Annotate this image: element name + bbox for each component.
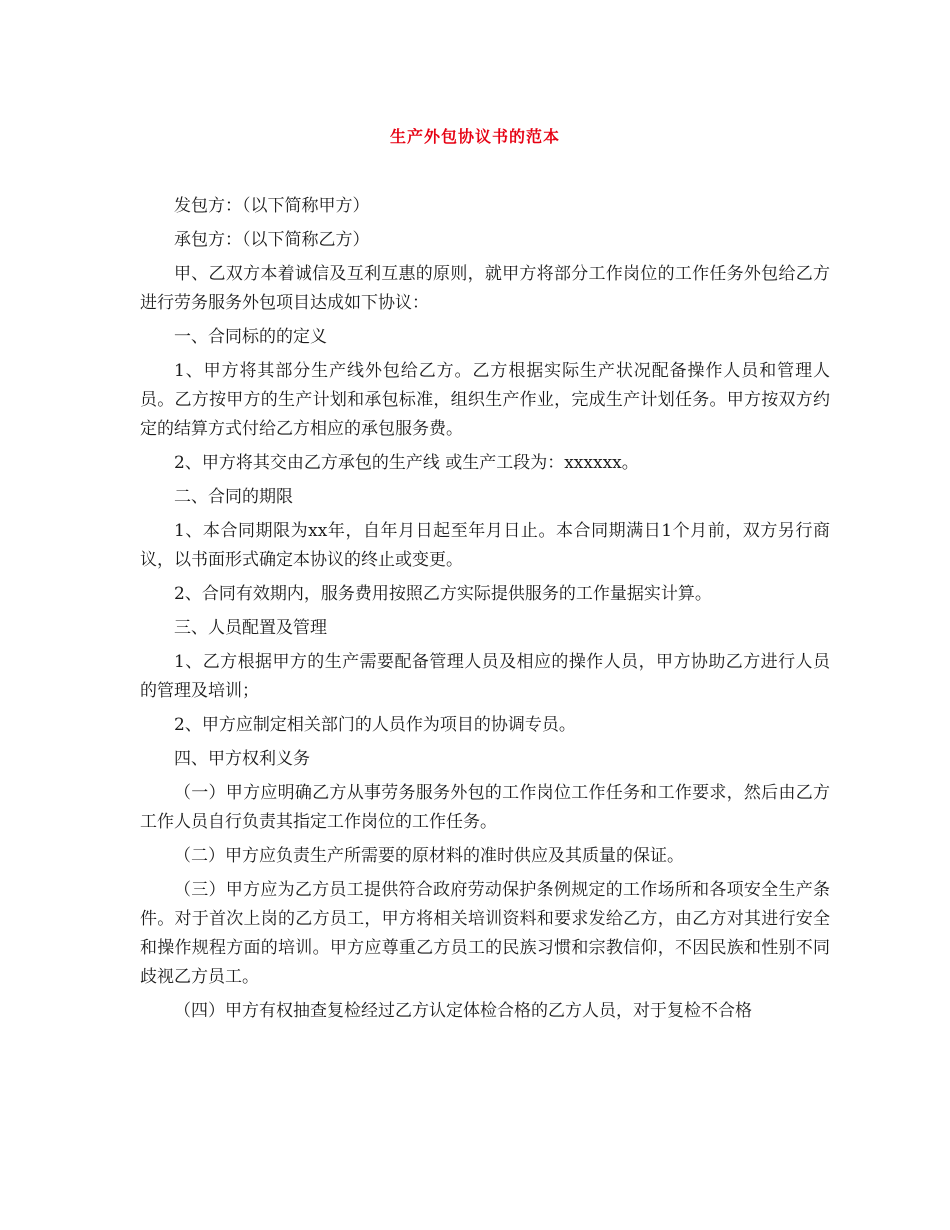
paragraph-clause: 2、甲方将其交由乙方承包的生产线 或生产工段为：xxxxxx。 xyxy=(174,453,639,473)
paragraph-preamble: 甲、乙双方本着诚信及互利互惠的原则，就甲方将部分工作岗位的工作任务外包给乙方进行劳务服务外包项目达成如下协议： xyxy=(140,264,830,313)
section-heading-4: 四、甲方权利义务 xyxy=(174,749,310,769)
paragraph-clause: 1、乙方根据甲方的生产需要配备管理人员及相应的操作人员，甲方协助乙方进行人员的管理及培训； xyxy=(140,652,830,701)
document-body xyxy=(140,192,830,1031)
paragraph-clause: （一）甲方应明确乙方从事劳务服务外包的工作岗位工作任务和工作要求，然后由乙方工作人员自行负责其指定工作岗位的工作任务。 xyxy=(140,783,830,832)
section-heading-1: 一、合同标的的定义 xyxy=(174,327,327,347)
paragraph-clause: 1、甲方将其部分生产线外包给乙方。乙方根据实际生产状况配备操作人员和管理人员。乙方按甲方的生产计划和承包标准，组织生产作业，完成生产计划任务。甲方按双方约定的结算方式付给乙方相应的承包服务费。 xyxy=(140,361,830,439)
paragraph-clause: 2、合同有效期内，服务费用按照乙方实际提供服务的工作量据实计算。 xyxy=(174,584,712,604)
paragraph-clause: （三）甲方应为乙方员工提供符合政府劳动保护条例规定的工作场所和各项安全生产条件。对于首次上岗的乙方员工，甲方将相关培训资料和要求发给乙方，由乙方对其进行安全和操作规程方面的培训。甲方应尊重乙方员工的民族习惯和宗教信仰，不因民族和性别不同歧视乙方员工。 xyxy=(140,880,830,987)
section-heading-3: 三、人员配置及管理 xyxy=(174,618,327,638)
paragraph-clause: 2、甲方应制定相关部门的人员作为项目的协调专员。 xyxy=(174,715,576,735)
paragraph-clause: （四）甲方有权抽查复检经过乙方认定体检合格的乙方人员，对于复检不合格 xyxy=(174,1001,752,1021)
section-heading-2: 二、合同的期限 xyxy=(174,487,293,507)
paragraph-clause: 1、本合同期限为xx年，自年月日起至年月日止。本合同期满日1个月前，双方另行商议，以书面形式确定本协议的终止或变更。 xyxy=(140,521,830,570)
paragraph-contractor: 发包方：（以下简称甲方） xyxy=(174,196,370,216)
document-title: 生产外包协议书的范本 xyxy=(389,127,560,146)
paragraph-clause: （二）甲方应负责生产所需要的原材料的准时供应及其质量的保证。 xyxy=(174,846,684,866)
paragraph-contractee: 承包方：（以下简称乙方） xyxy=(174,230,370,250)
